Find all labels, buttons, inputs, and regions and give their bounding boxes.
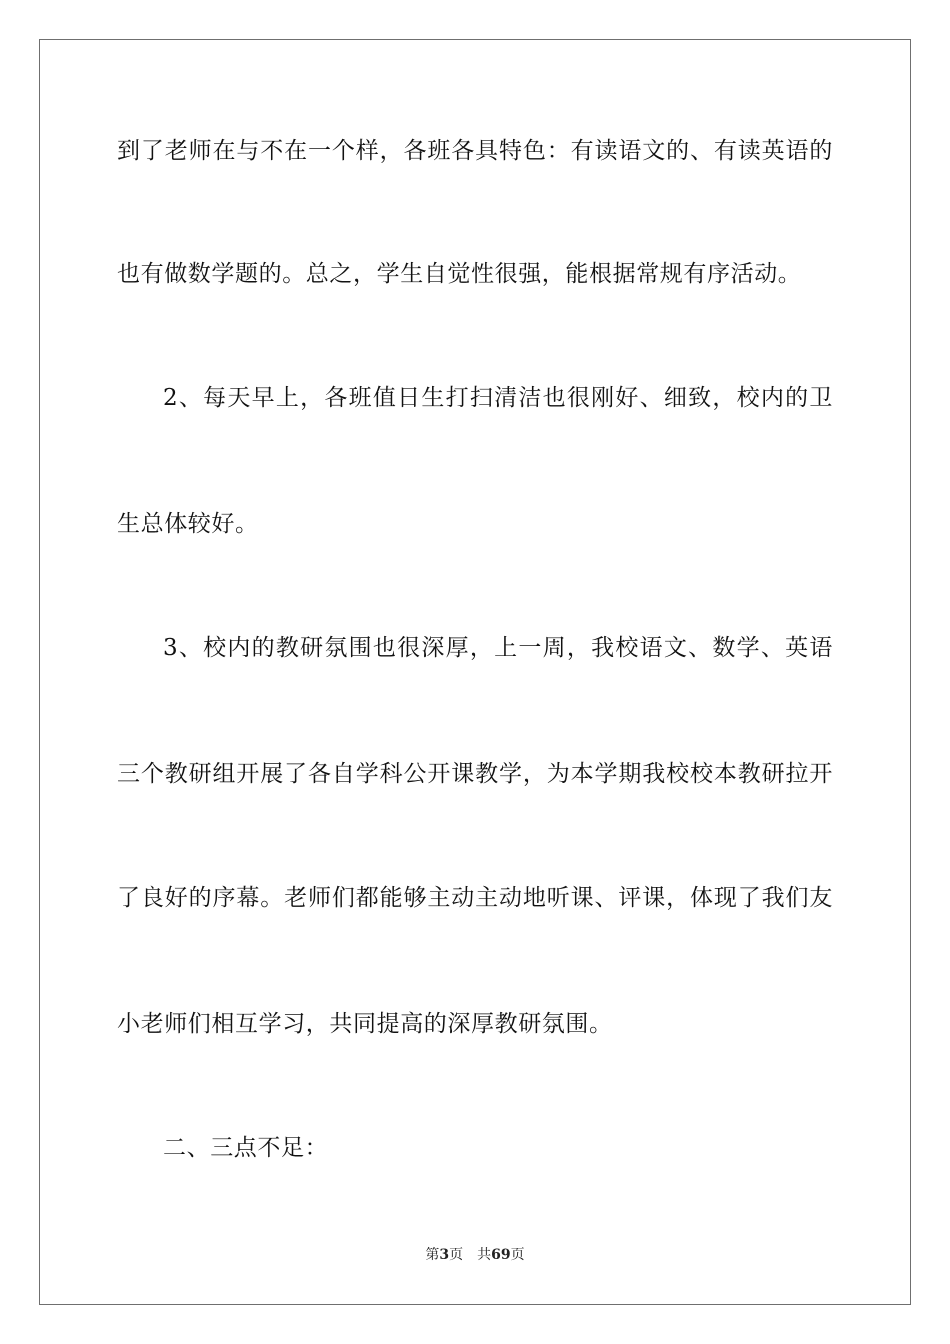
body-line-2: 也有做数学题的。总之，学生自觉性很强，能根据常规有序活动。 <box>117 261 802 287</box>
body-line-5: 3、校内的教研氛围也很深厚，上一周，我校语文、数学、英语 <box>163 635 833 661</box>
page-border <box>39 39 911 1305</box>
footer-total-suffix: 页 <box>510 1247 525 1263</box>
footer-total-number: 69 <box>491 1247 511 1263</box>
body-line-7: 了良好的序幕。老师们都能够主动主动地听课、评课，体现了我们友 <box>117 885 833 911</box>
body-line-1: 到了老师在与不在一个样，各班各具特色：有读语文的、有读英语的 <box>117 138 833 164</box>
page-footer <box>0 1246 950 1264</box>
footer-page-number: 3 <box>439 1247 450 1263</box>
footer-total-prefix: 共 <box>477 1247 492 1263</box>
body-line-8: 小老师们相互学习，共同提高的深厚教研氛围。 <box>117 1011 613 1037</box>
body-line-4: 生总体较好。 <box>117 511 259 537</box>
section-heading: 二、三点不足： <box>163 1135 329 1161</box>
footer-page-prefix: 第 <box>425 1247 440 1263</box>
body-line-3: 2、每天早上，各班值日生打扫清洁也很刚好、细致，校内的卫 <box>163 385 833 411</box>
body-line-6: 三个教研组开展了各自学科公开课教学，为本学期我校校本教研拉开 <box>117 761 833 787</box>
footer-page-suffix: 页 <box>449 1247 464 1263</box>
